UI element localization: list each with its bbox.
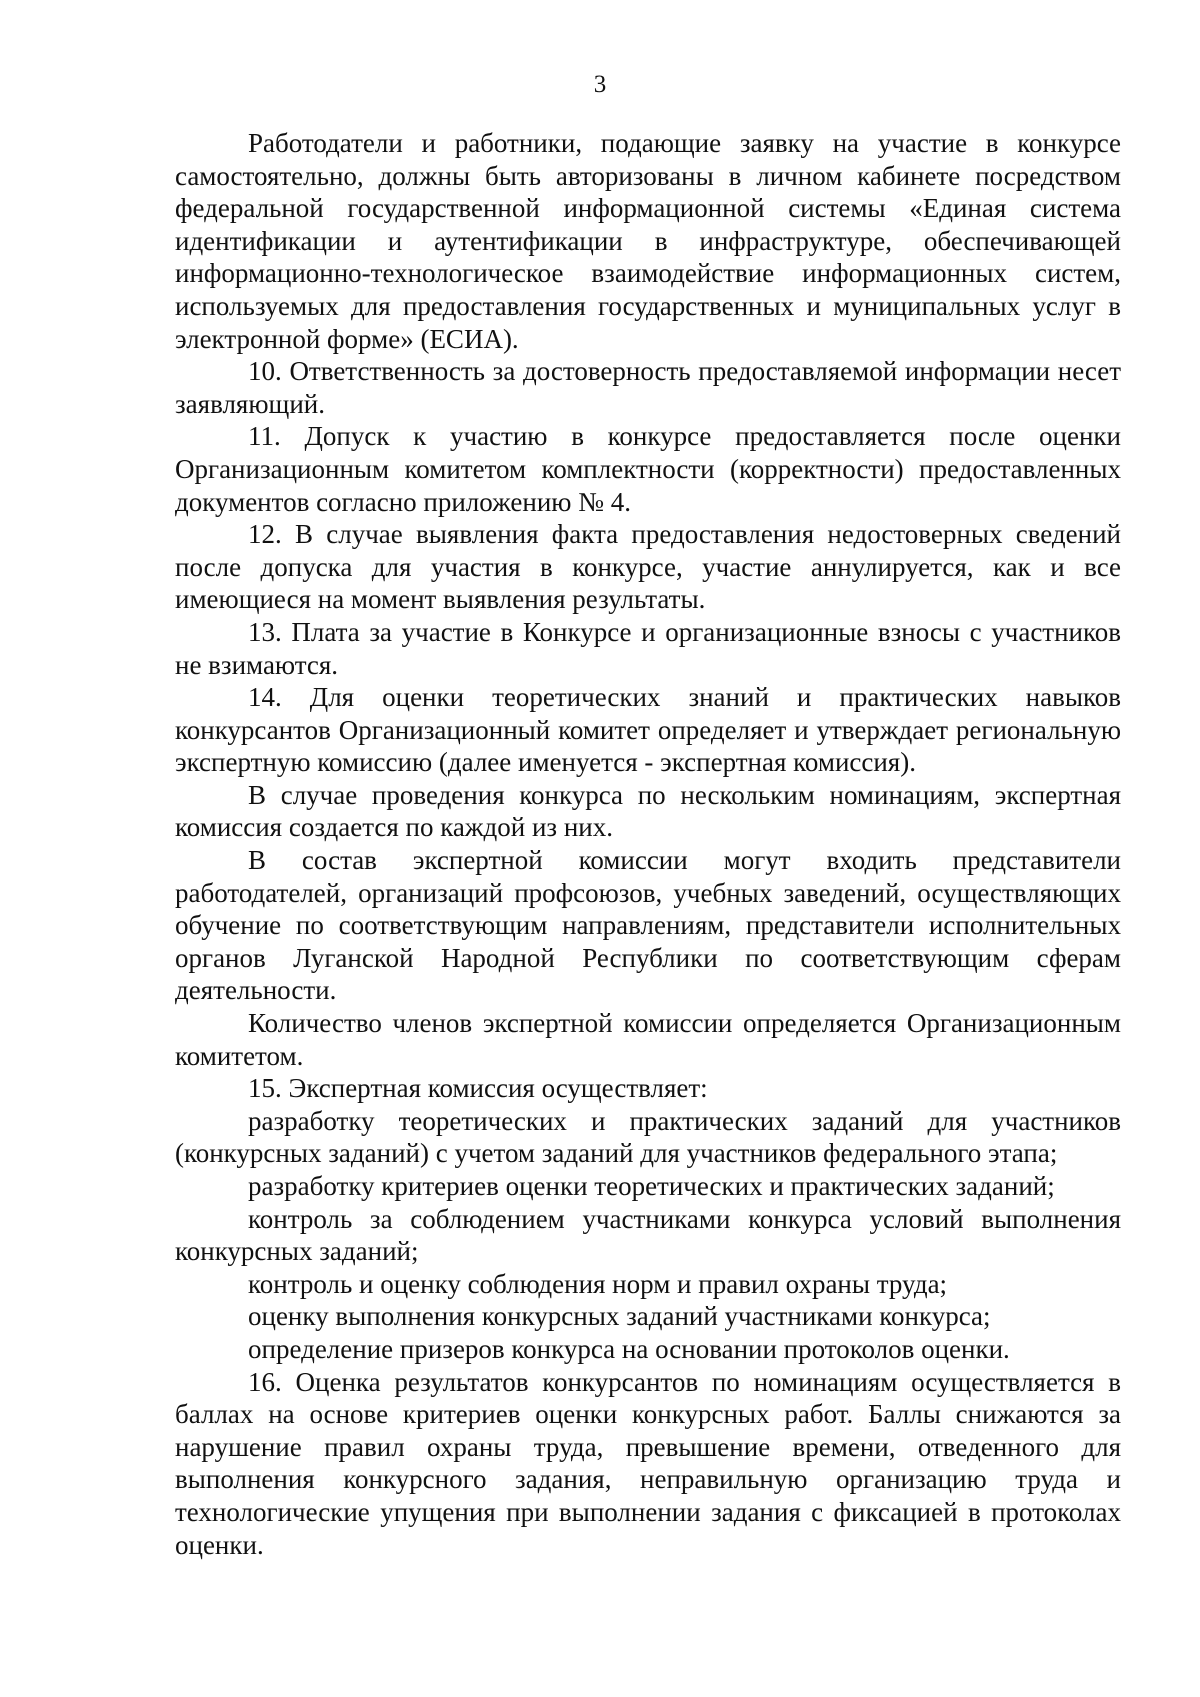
paragraph-14-composition: В состав экспертной комиссии могут входить представители работодателей, организаций профсоюзов, учебных заведений, осуществляющих обучение по соответствующим направлениям, представители исполнительных органов Луганской Народной Республики по соответствующим сферам деятельности. <box>175 845 1121 1006</box>
paragraph-11: 11. Допуск к участию в конкурсе предоставляется после оценки Организационным комитетом комплектности (корректности) предоставленных документов согласно приложению № 4. <box>175 421 1121 517</box>
list-item-task-development: разработку теоретических и практических заданий для участников (конкурсных заданий) с учетом заданий для участников федерального этапа; <box>175 1105 1121 1169</box>
page-number: 3 <box>593 71 607 98</box>
paragraph-15: 15. Экспертная комиссия осуществляет: <box>248 1073 708 1104</box>
paragraph-14: 14. Для оценки теоретических знаний и практических навыков конкурсантов Организационный комитет определяет и утверждает региональную экспертную комиссию (далее именуется - экспертная комиссия). <box>175 682 1121 778</box>
list-item-criteria-development: разработку критериев оценки теоретических и практических заданий; <box>248 1171 1055 1201</box>
paragraph-12: 12. В случае выявления факта предоставления недостоверных сведений после допуска для участия в конкурсе, участие аннулируется, как и все имеющиеся на момент выявления результаты. <box>175 519 1121 615</box>
paragraph-10: 10. Ответственность за достоверность предоставляемой информации несет заявляющий. <box>175 356 1121 419</box>
paragraph-authorization: Работодатели и работники, подающие заявку на участие в конкурсе самостоятельно, должны быть авторизованы в личном кабинете посредством федеральной государственной информационной системы «Единая система идентификации и аутентификации в инфраструктуре, обеспечивающей информационно-технологическое взаимодействие информационных систем, используемых для предоставления государственных и муниципальных услуг в электронной форме» (ЕСИА). <box>175 128 1121 354</box>
paragraph-13: 13. Плата за участие в Конкурсе и организационные взносы с участников не взимаются. <box>175 616 1121 680</box>
list-item-safety-control: контроль и оценку соблюдения норм и правил охраны труда; <box>248 1268 948 1299</box>
list-item-compliance-control: контроль за соблюдением участниками конкурса условий выполнения конкурсных заданий; <box>175 1203 1121 1267</box>
paragraph-14-member-count: Количество членов экспертной комиссии определяется Организационным комитетом. <box>175 1008 1121 1071</box>
paragraph-14-nominations: В случае проведения конкурса по нескольким номинациям, экспертная комиссия создается по каждой из них. <box>175 779 1121 843</box>
document-body <box>175 127 1121 1561</box>
list-item-task-assessment: оценку выполнения конкурсных заданий участниками конкурса; <box>248 1301 991 1332</box>
list-item-winners-determination: определение призеров конкурса на основании протоколов оценки. <box>248 1333 1010 1364</box>
paragraph-16: 16. Оценка результатов конкурсантов по номинациям осуществляется в баллах на основе критериев оценки конкурсных работ. Баллы снижаются за нарушение правил охраны труда, превышение времени, отведенного для выполнения конкурсного задания, неправильную организацию труда и технологические упущения при выполнении задания с фиксацией в протоколах оценки. <box>175 1366 1121 1560</box>
